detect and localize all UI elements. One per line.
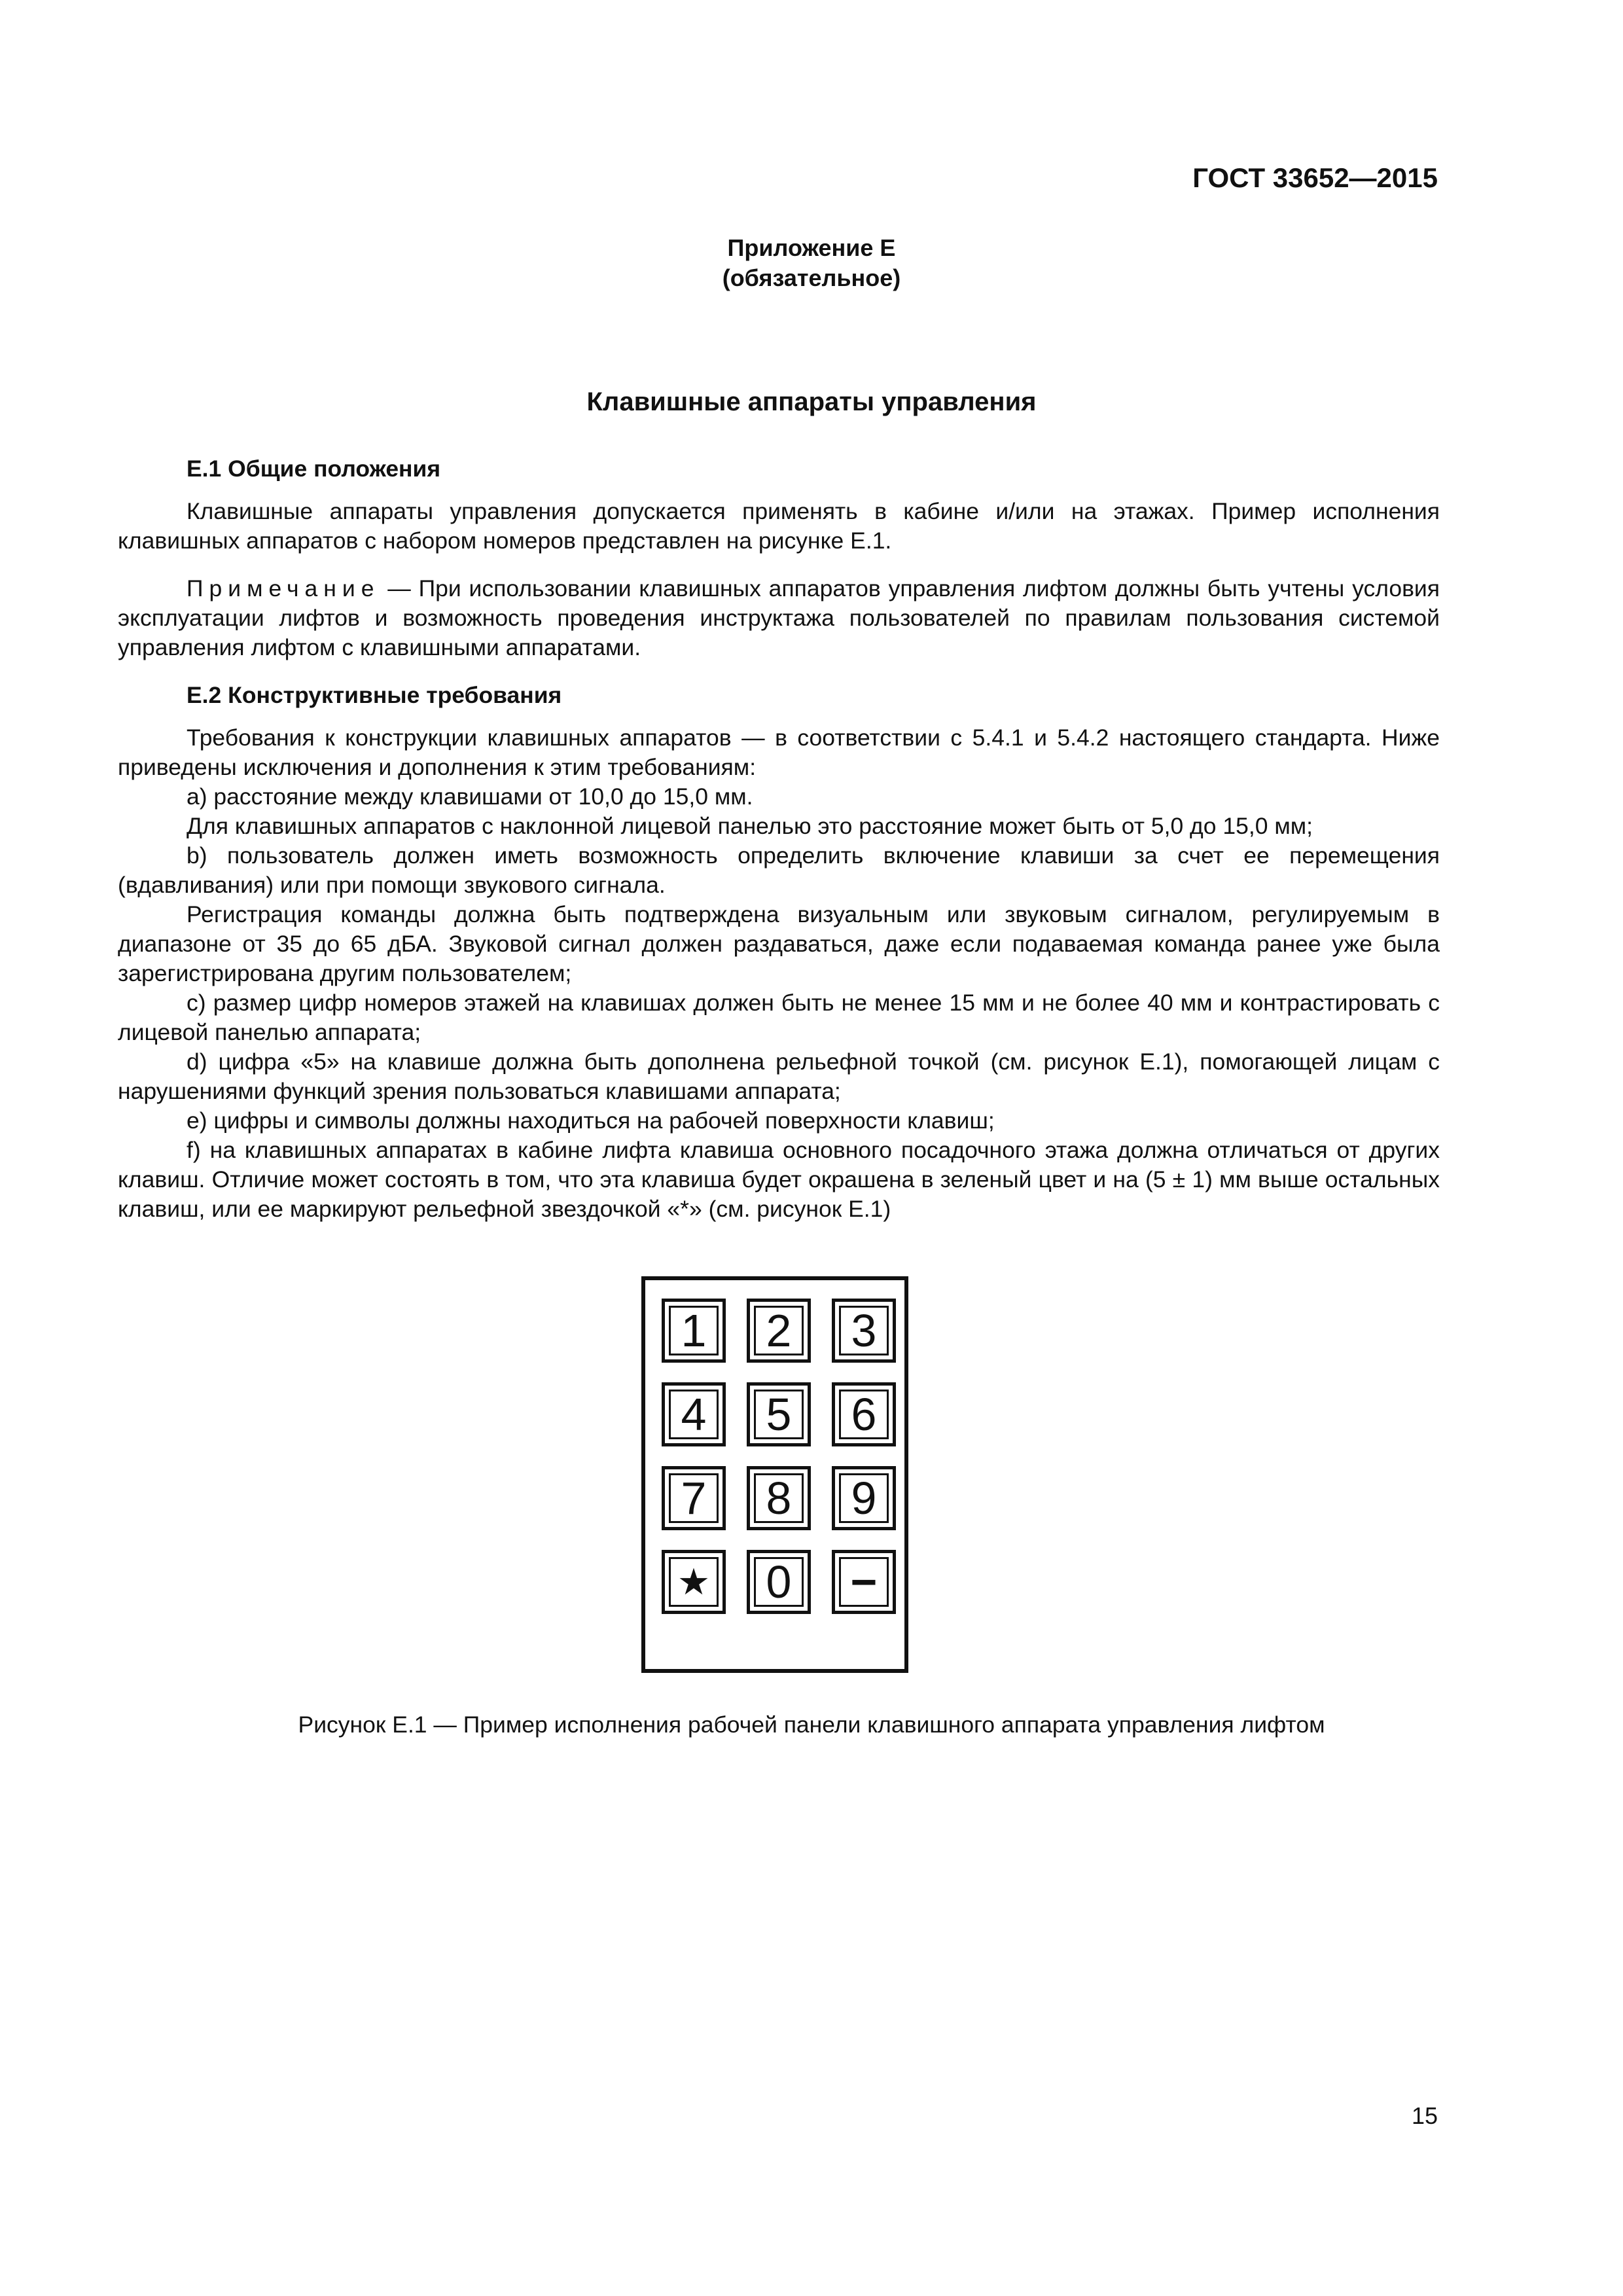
list-item-b: b) пользователь должен иметь возможность определить включение клавиши за счет ее перемещения (вдавливания) или при помощи звукового сигнала. — [118, 842, 1440, 898]
appendix-label: Приложение Е — [727, 234, 896, 261]
appendix-heading: Клавишные аппараты управления — [586, 387, 1037, 416]
list-item-a: a) расстояние между клавишами от 10,0 до 15,0 мм. — [187, 783, 753, 810]
list-item-e: e) цифры и символы должны находиться на рабочей поверхности клавиш; — [187, 1107, 995, 1134]
paragraph: Для клавишных аппаратов с наклонной лицевой панелью это расстояние может быть от 5,0 до 15,0 мм; — [187, 813, 1313, 839]
list-item-c: c) размер цифр номеров этажей на клавишах должен быть не менее 15 мм и не более 40 мм и контрастировать с лицевой панелью аппарата; — [118, 990, 1440, 1045]
paragraph: Клавишные аппараты управления допускается применять в кабине и/или на этажах. Пример исполнения клавишных аппаратов с набором номеров представлен на рисунке Е.1. — [118, 498, 1440, 554]
page-number: 15 — [1411, 2102, 1438, 2129]
key-label: 2 — [754, 1306, 804, 1355]
note-paragraph — [118, 574, 1440, 662]
key-6 — [832, 1382, 896, 1446]
section-heading-e2: Е.2 Конструктивные требования — [187, 682, 562, 708]
key-4 — [662, 1382, 726, 1446]
key-label: 6 — [839, 1390, 889, 1439]
document-code: ГОСТ 33652—2015 — [1192, 162, 1438, 193]
key-minus — [832, 1550, 896, 1614]
key-label: 0 — [754, 1557, 804, 1607]
note-text: — При использовании клавишных аппаратов управления лифтом должны быть учтены условия эксплуатации лифтов и возможность проведения инструктажа пользователей по правилам пользования системой управления лифтом с клавишными аппаратами. — [118, 575, 1440, 660]
key-2 — [747, 1299, 811, 1363]
appendix-body — [118, 454, 1440, 1224]
key-label: 9 — [839, 1473, 889, 1523]
key-1 — [662, 1299, 726, 1363]
appendix-title — [118, 233, 1505, 293]
key-8 — [747, 1466, 811, 1530]
figure-caption: Рисунок Е.1 — Пример исполнения рабочей панели клавишного аппарата управления лифтом — [298, 1712, 1325, 1738]
key-7 — [662, 1466, 726, 1530]
list-item-f: f) на клавишных аппаратах в кабине лифта клавиша основного посадочного этажа должна отличаться от других клавиш. Отличие может состоять в том, что эта клавиша будет окрашена в зеленый цвет и на (5 ± 1) мм выше остальных клавиш, или ее маркируют рельефной звездочкой «*» (см. рисунок Е.1) — [118, 1137, 1440, 1222]
paragraph: Регистрация команды должна быть подтверждена визуальным или звуковым сигналом, регулируемым в диапазоне от 35 до 65 дБА. Звуковой сигнал должен раздаваться, даже если подаваемая команда ранее уже была зарегистрирована другим пользователем; — [118, 901, 1440, 986]
key-3 — [832, 1299, 896, 1363]
section-heading-e1: Е.1 Общие положения — [187, 456, 441, 482]
key-label: 5 — [754, 1390, 804, 1439]
key-label: 8 — [754, 1473, 804, 1523]
keypad-panel-figure — [641, 1276, 908, 1673]
key-5 — [747, 1382, 811, 1446]
key-0 — [747, 1550, 811, 1614]
minus-icon: − — [839, 1557, 889, 1607]
star-icon: ★ — [669, 1557, 719, 1607]
key-star — [662, 1550, 726, 1614]
note-label: Примечание — [187, 575, 380, 601]
paragraph: Требования к конструкции клавишных аппаратов — в соответствии с 5.4.1 и 5.4.2 настоящего стандарта. Ниже приведены исключения и дополнения к этим требованиям: — [118, 725, 1440, 780]
key-label: 3 — [839, 1306, 889, 1355]
key-label: 1 — [669, 1306, 719, 1355]
key-9 — [832, 1466, 896, 1530]
appendix-status: (обязательное) — [722, 264, 901, 291]
key-label: 7 — [669, 1473, 719, 1523]
keypad-grid — [662, 1299, 896, 1614]
key-label: 4 — [669, 1390, 719, 1439]
list-item-d: d) цифра «5» на клавише должна быть дополнена рельефной точкой (см. рисунок Е.1), помогающей лицам с нарушениями функций зрения пользоваться клавишами аппарата; — [118, 1049, 1440, 1104]
